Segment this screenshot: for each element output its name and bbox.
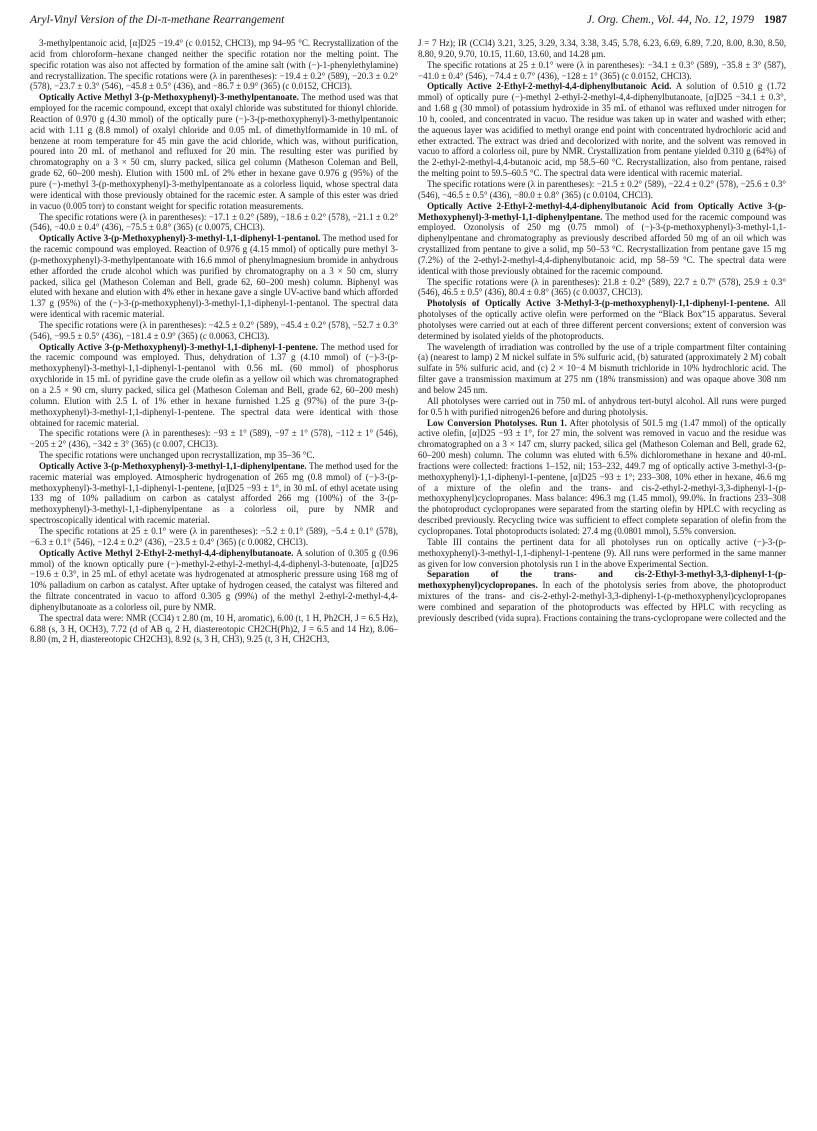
paragraph-heading: Photolysis of Optically Active 3-Methyl-3-(p-methoxyphenyl)-1,1-diphenyl-1-pentene. <box>427 298 770 309</box>
paragraph-text: The method used for the racemic compound was employed. Thus, dehydration of 1.37 g (4.10 mmol) of (−)-3-(p-methoxyphenyl)-3-methyl-1,1-diphenyl-1-pentanol with 0.56 mL (60 mmol) of phosphorus oxychloride in 15 mL of pyridine gave the crude olefin as a yellow oil which was chromatographed on a 2.5 × 90 cm, slurry packed, silica gel (Matheson Coleman and Bell, grade 62, 60–200 mesh) column. Elution with 2.5 L of 1% ether in hexane furnished 1.25 g (97%) of the pure 3-(p-methoxyphenyl)-3-methyl-1,1-diphenyl-1-pentene. The spectral data were identical with those obtained for racemic material. <box>30 341 398 428</box>
paragraph-heading: Low Conversion Photolyses. Run 1. <box>427 417 567 428</box>
paragraph-text: The method used for the racemic compound was employed. Ozonolysis of 250 mg (0.75 mmol) of (−)-3-(p-methoxyphenyl)-3-methyl-1,1-diphenylpentane and chromatography as previously described afforded 50 mg of an oil which was crystallized from pentane to give a solid, mp 50–53 °C. Recrystallization from pentane gave 15 mg (7.2%) of the 2-ethyl-2-methyl-4,4-diphenylbutanoic acid, mp 58–59 °C. The spectral data were identical with those previously obtained for the racemic compound. <box>418 211 786 276</box>
paragraph-text: The spectral data were: NMR (CCl4) τ 2.80 (m, 10 H, aromatic), 6.00 (t, 1 H, Ph2CH, J = 6.5 Hz), 6.88 (s, 3 H, OCH3), 7.72 (d of AB q, 2 H, diastereotopic CH2CH(Ph)2, J = 6.5 and 14 Hz), 8.06–8.80 (m, 2 H, diastereotopic CH2CH3), 8.92 (s, 3 H, CH3), 9.25 (t, 3 H, CH2CH3, <box>30 612 398 645</box>
paragraph-text: In each of the photolysis series from above, the photoproduct mixtures of the trans- and cis-2-ethyl-2-methyl-3,3-diphenyl-1-(p-methoxyphenyl)cyclopropanes were combined and separation of the photoproducts was effected by HPLC with recycling as previously described (vida supra). Fractions containing the trans-cyclopropane were collected and the <box>418 580 787 623</box>
paragraph-text: The specific rotations were (λ in parentheses): −93 ± 1° (589), −97 ± 1° (578), −112 ± 1° (546), −205 ± 2° (436), −342 ± 3° (365) (c 0.007, CHCl3). <box>30 428 398 450</box>
paragraph-heading: Optically Active 3-(p-Methoxyphenyl)-3-methyl-1,1-diphenyl-1-pentanol. <box>39 233 321 244</box>
paragraph <box>30 212 398 234</box>
paragraph-heading: Optically Active 2-Ethyl-2-methyl-4,4-diphenylbutanoic Acid from Optically Active 3-(p-Methoxyphenyl)-3-methyl-1,1-diphenylpentane. <box>418 200 786 222</box>
paragraph <box>30 92 398 211</box>
paragraph-text: The specific rotations were unchanged upon recrystallization, mp 35–36 °C. <box>39 450 315 461</box>
paragraph-text: J = 7 Hz); IR (CCl4) 3.21, 3.25, 3.29, 3.34, 3.38, 3.45, 5.78, 6.23, 6.69, 6.89, 7.20, 8.00, 8.30, 8.50, 8.80, 9.20, 9.70, 10.15, 11.60, 13.60, and 14.28 μm. <box>418 38 786 59</box>
paragraph <box>30 613 398 646</box>
paragraph <box>30 450 398 461</box>
right-column <box>418 38 786 624</box>
running-header <box>30 14 787 30</box>
paragraph-text: A solution of 0.510 g (1.72 mmol) of optically pure (−)-methyl 2-ethyl-2-methyl-4,4-diphenylbutanoate, [α]D25 −34.1 ± 0.3°, and 1.68 g (30 mmol) of potassium hydroxide in 35 mL of ethanol was refluxed under nitrogen for 10 h, cooled, and concentrated in vacuo. The residue was taken up in water and washed with ether; the aqueous layer was acidified to methyl orange end point with concentrated hydrochloric acid and ether extracted. The extract was dried and decolorized with norite, and the solvent was removed in vacuo to afford a colorless oil, pure by NMR. Crystallization from pentane yielded 0.310 g (64%) of the 2-ethyl-2-methyl-4,4-butanoic acid, mp 58.5–60 °C. Recrystallization, also from pentane, raised the melting point to 59.5–60.5 °C. The spectral data were identical with racemic material. <box>418 81 786 179</box>
paragraph-text: All photolyses of the optically active olefin were performed on the “Black Box”15 apparatus. Several photolyses were carried out at each of three different percent conversions; extent of conversion was determined by isolated yields of the photoproducts. <box>418 298 787 341</box>
paragraph-text: The method used for the racemic compound was employed. Reaction of 0.976 g (4.15 mmol) of optically pure methyl 3-(p-methoxyphenyl)-3-methylpentanoate with 16.6 mmol of phenylmagnesium bromide in anhydrous ether afforded the crude alcohol which was purified by chromatography on a 3 × 50 cm, slurry packed, silica gel (Matheson Coleman and Bell, grade 62, 60–200 mesh) column. Biphenyl was eluted with hexane and elution with 4% ether in hexane gave a single UV-active band which afforded 1.37 g (95%) of the (−)-3-(p-methoxyphenyl)-3-methyl-1,1-diphenyl-1-pentanol. The spectral data were identical with racemic material. <box>30 233 398 320</box>
paragraph <box>30 342 398 429</box>
paragraph-text: After photolysis of 501.5 mg (1.47 mmol) of the optically active olefin, [α]D25 −93 ± 1°, for 27 min, the solvent was removed in vacuo and the residue was chromatographed on a 3 × 147 cm, slurry packed, silica gel (Matheson Coleman and Bell, grade 62, 60–200 mesh) column. The column was eluted with 6.5% dichloromethane in hexane and 40-mL fractions were collected: fractions 1–152, nil; 153–232, 449.7 mg of optically active 3-methyl-3-(p-methoxyphenyl)-1,1-diphenyl-1-pentene, [α]D25 −93 ± 1°; 233–308, 10% ether in hexane, 46.6 mg of a mixture of the olefin and the trans- and cis-2-ethyl-2-methyl-3,3-diphenyl-1-(p-methoxyphenyl)cyclopropanes. Mass balance: 496.3 mg (1.45 mmol), 99.0%. In fractions 233–308 the photoproduct cyclopropanes were separated from the starting olefin by HPLC with recycling as described previously. Recycling twice was sufficient to effect complete separation of olefin from the cyclopropanes. Total photoproducts isolated: 27.4 mg (0.0801 mmol), 5.5% conversion. <box>418 417 786 536</box>
paragraph <box>30 38 398 92</box>
paragraph-heading: Optically Active 3-(p-Methoxyphenyl)-3-methyl-1,1-diphenyl-1-pentene. <box>39 341 318 352</box>
paragraph <box>418 38 786 60</box>
paragraph-text: The specific rotations at 25 ± 0.1° were (λ in parentheses): −5.2 ± 0.1° (589), −5.4 ± 0.1° (578), −6.3 ± 0.1° (546), −12.4 ± 0.2° (436), −23.5 ± 0.4° (365) (c 0.0082, CHCl3). <box>30 525 398 547</box>
paragraph <box>30 461 398 526</box>
paragraph <box>418 201 786 277</box>
paragraph <box>418 418 786 537</box>
running-title: Aryl-Vinyl Version of the Di-π-methane Rearrangement <box>30 14 285 26</box>
paragraph <box>30 548 398 613</box>
paragraph <box>418 396 786 418</box>
paragraph <box>418 569 786 623</box>
paragraph-text: The specific rotations at 25 ± 0.1° were (λ in parentheses): −34.1 ± 0.3° (589), −35.8 ± 3° (587), −41.0 ± 0.4° (546), −74.4 ± 0.7° (436), −128 ± 1° (365) (c 0.0152, CHCl3). <box>418 59 786 81</box>
paragraph-text: The specific rotations were (λ in parentheses): 21.8 ± 0.2° (589), 22.7 ± 0.7° (578), 25.9 ± 0.3° (546), 46.5 ± 0.5° (436), 80.4 ± 0.8° (365) (c 0.0037, CHCl3). <box>418 276 786 298</box>
paragraph-heading: Optically Active 2-Ethyl-2-methyl-4,4-diphenylbutanoic Acid. <box>427 81 672 92</box>
paragraph-text: Table III contains the pertinent data for all photolyses run on optically active (−)-3-(p-methoxyphenyl)-3-methyl-1,1-diphenyl-1-pentene (9). All runs were performed in the same manner as given for low conversion photolysis run 1 in the above Experimental Section. <box>418 536 786 569</box>
paragraph-heading: Optically Active Methyl 2-Ethyl-2-methyl-4,4-diphenylbutanoate. <box>39 547 294 558</box>
paragraph <box>418 342 786 396</box>
paragraph-text: The specific rotations were (λ in parentheses): −21.5 ± 0.2° (589), −22.4 ± 0.2° (578), −25.6 ± 0.3° (546), −46.5 ± 0.5° (436), −80.0 ± 0.8° (365) (c 0.0104, CHCl3). <box>418 178 786 200</box>
paragraph-text: The specific rotations were (λ in parentheses): −42.5 ± 0.2° (589), −45.4 ± 0.2° (578), −52.7 ± 0.3° (546), −99.5 ± 0.5° (436), −181.4 ± 0.9° (365) (c 0.0063, CHCl3). <box>30 319 398 341</box>
paragraph <box>418 179 786 201</box>
paragraph <box>418 81 786 179</box>
paragraph-text: All photolyses were carried out in 750 mL of anhydrous tert-butyl alcohol. All runs were purged for 0.5 h with purified nitrogen26 before and during photolysis. <box>418 395 786 417</box>
paragraph <box>418 277 786 299</box>
paragraph-text: The method used was that employed for the racemic compound, except that oxalyl chloride was substituted for thionyl chloride. Reaction of 0.970 g (4.30 mmol) of the optically pure (−)-3-(p-methoxyphenyl)-3-methylpentanoic acid with 1.11 g (8.8 mmol) of oxalyl chloride and 0.05 mL of dimethylformamide in 10 mL of benzene at room temperature for 45 min gave the acid chloride, which was, without purification, poured into 20 mL of methanol and refluxed for 20 min. The resulting ester was purified by chromatography on a 3 × 50 cm, slurry packed, silica gel column (Matheson Coleman and Bell, grade 62, 60–200 mesh). Elution with 1500 mL of 2% ether in hexane gave 0.976 g (95%) of the pure (−)-methyl 3-(p-methoxyphenyl)-3-methylpentanoate as a colorless liquid, whose spectral data were identical with those previously obtained for the racemic ester. A sample of this ester was dried in vacuo (0.005 torr) to constant weight for specific rotation measurements. <box>30 92 399 211</box>
paragraph <box>418 298 786 341</box>
paragraph-heading: Separation of the trans- and cis-2-Ethyl-3-methyl-3,3-diphenyl-1-(p-methoxyphenyl)cyclopropanes. <box>418 569 786 591</box>
paragraph <box>30 320 398 342</box>
paragraph-text: The method used for the racemic material was employed. Atmospheric hydrogenation of 265 mg (0.8 mmol) of (−)-3-(p-methoxyphenyl)-3-methyl-1,1-diphenyl-1-pentene, [α]D25 −93 ± 1°, in 30 mL of ethyl acetate using 133 mg of 10% palladium on carbon as catalyst afforded 266 mg (100%) of the 3-(p-methoxyphenyl)-3-methyl-1,1-diphenylpentane as a colorless oil, pure by NMR and spectroscopically identical with racemic material. <box>30 460 399 526</box>
paragraph <box>30 526 398 548</box>
journal-citation: J. Org. Chem., Vol. 44, No. 12, 1979 <box>586 14 754 26</box>
paragraph <box>418 537 786 570</box>
paragraph-text: A solution of 0.305 g (0.96 mmol) of the known optically pure (−)-methyl-2-ethyl-2-methyl-4,4-diphenyl-3-butenoate, [α]D25 −19.6 ± 0.3°, in 25 mL of ethyl acetate was hydrogenated at atmospheric pressure using 168 mg of 10% palladium on carbon as catalyst. After uptake of hydrogen ceased, the catalyst was filtered and the filtrate concentrated in vacuo to afford 0.305 g (99%) of the methyl 2-ethyl-2-methyl-4,4-diphenylbutanoate as a colorless oil, pure by NMR. <box>30 547 399 612</box>
paragraph <box>418 60 786 82</box>
paragraph-text: The wavelength of irradiation was controlled by the use of a triple compartment filter containing (a) (nearest to lamp) 2 M nickel sulfate in 5% sulfuric acid, (b) saturated (approximately 2 M) cobalt sulfate in 5% sulfuric acid, and (c) 2 × 10−4 M bismuth trichloride in 10% hydrochloric acid. The filter gave a transmission maximum at 275 nm (18% transmission) and was opaque above 308 nm and below 245 nm. <box>418 341 786 395</box>
left-column <box>30 38 398 645</box>
paragraph-heading: Optically Active 3-(p-Methoxyphenyl)-3-methyl-1,1-diphenylpentane. <box>39 460 307 471</box>
paragraph <box>30 428 398 450</box>
page-number: 1987 <box>764 14 787 26</box>
paragraph-heading: Optically Active Methyl 3-(p-Methoxyphenyl)-3-methylpentanoate. <box>39 92 299 103</box>
paragraph-text: The specific rotations were (λ in parentheses): −17.1 ± 0.2° (589), −18.6 ± 0.2° (578), −21.1 ± 0.2° (546), −40.0 ± 0.4° (436), −75.5 ± 0.8° (365) (c 0.0075, CHCl3). <box>30 211 398 233</box>
paragraph <box>30 233 398 320</box>
paragraph-text: 3-methylpentanoic acid, [α]D25 −19.4° (c 0.0152, CHCl3), mp 94–95 °C. Recrystallization of the acid from chloroform–hexane changed neither the specific rotation nor the melting point. The specific rotation was also not affected by formation of the amine salt (with (−)-1-phenylethylamine) and recrystallization. The specific rotations were (λ in parentheses): −19.4 ± 0.2° (589), −20.3 ± 0.2° (578), −23.7 ± 0.3° (546), −45.8 ± 0.5° (436), and −86.7 ± 0.9° (365) (c 0.0152, CHCl3). <box>30 38 398 92</box>
